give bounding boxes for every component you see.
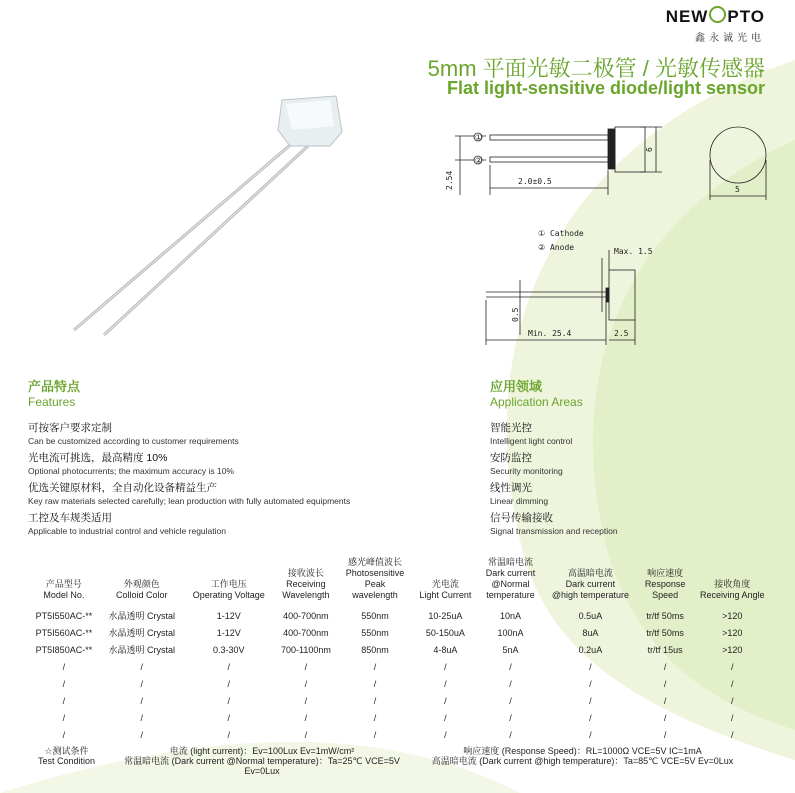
test-condition-line: 常温暗电流 (Dark current @Normal temperature)：Ta=25℃ VCE=5V xyxy=(124,756,400,766)
column-header-line: Response xyxy=(644,579,686,589)
table-row xyxy=(28,726,773,743)
table-cell: / xyxy=(62,729,66,740)
table-cell: / xyxy=(444,661,447,672)
column-header-line: Operating Voltage xyxy=(192,590,265,600)
table-row xyxy=(28,624,773,641)
table-cell: 700-1100nm xyxy=(280,644,331,655)
column-header xyxy=(100,557,184,607)
table-cell: / xyxy=(373,729,377,740)
table-cell: / xyxy=(227,712,231,723)
column-header xyxy=(28,557,100,607)
features-list xyxy=(28,422,350,542)
table-cell: / xyxy=(373,712,377,723)
page-title-cn: 5mm 平面光敏二极管 / 光敏传感器 xyxy=(427,56,765,81)
table-cell: / xyxy=(444,678,447,689)
table-row xyxy=(28,709,773,726)
table-cell: / xyxy=(444,729,447,740)
table-cell: 850nm xyxy=(361,644,389,655)
table-cell: >120 xyxy=(722,627,743,638)
column-header-line: Photosensitive xyxy=(345,568,405,578)
table-cell: / xyxy=(731,695,734,706)
body-length-label: 2.5 xyxy=(614,329,629,338)
column-header-line: Light Current xyxy=(419,590,472,600)
logo-text-left: NEW xyxy=(665,7,709,26)
application-en: Linear dimming xyxy=(490,496,549,506)
table-cell: / xyxy=(509,729,512,740)
table-cell: / xyxy=(731,678,734,689)
table-cell: / xyxy=(509,695,512,706)
table-cell: / xyxy=(589,678,592,689)
column-header-line: 接收角度 xyxy=(714,579,751,589)
column-header-line: 产品型号 xyxy=(45,579,82,589)
column-header xyxy=(542,557,638,607)
column-header xyxy=(412,557,479,607)
feature-cn: 可按客户要求定制 xyxy=(28,422,112,434)
table-row xyxy=(28,692,773,709)
table-cell: / xyxy=(589,661,592,672)
table-cell: / xyxy=(140,661,143,672)
column-header-line: @Normal xyxy=(491,579,530,589)
page-title-en: Flat light-sensitive diode/light sensor xyxy=(446,78,765,98)
table-cell: / xyxy=(304,678,308,689)
table-cell: / xyxy=(589,729,592,740)
test-condition-right xyxy=(420,746,745,766)
table-cell: 5nA xyxy=(502,644,519,655)
max-label: Max. 1.5 xyxy=(614,247,653,256)
table-cell: / xyxy=(663,729,667,740)
table-cell: tr/tf 50ms xyxy=(646,610,684,621)
application-en: Intelligent light control xyxy=(490,436,573,446)
pin2-label: ② xyxy=(475,156,483,165)
table-cell: 550nm xyxy=(361,627,389,638)
feature-en: Key raw materials selected carefully; lean production with fully automated equipments xyxy=(28,496,351,506)
table-cell: / xyxy=(304,661,308,672)
column-header-line: @high temperature xyxy=(551,590,630,600)
table-cell: 400-700nm xyxy=(283,627,329,638)
table-body xyxy=(28,607,773,743)
column-header-line: Receiving Angle xyxy=(699,590,765,600)
test-condition-cn: ☆测试条件 xyxy=(44,746,89,756)
table-cell: 0.2uA xyxy=(578,644,603,655)
column-header xyxy=(274,557,338,607)
test-condition-en: Test Condition xyxy=(38,756,96,766)
table-cell: / xyxy=(663,661,667,672)
application-cn: 智能光控 xyxy=(490,422,532,434)
table-cell: / xyxy=(62,678,66,689)
table-cell: PT5I850AC-** xyxy=(35,644,93,655)
test-condition-line: 电流 (light current)：Ev=100Lux Ev=1mW/cm² xyxy=(169,746,355,756)
table-cell: 水晶透明 Crystal xyxy=(108,645,175,655)
table-cell: / xyxy=(227,695,231,706)
application-en: Signal transmission and reception xyxy=(490,526,618,536)
column-header xyxy=(692,557,773,607)
table-cell: 0.5uA xyxy=(578,610,603,621)
column-header-line: 高温暗电流 xyxy=(567,568,613,578)
column-header-line: Model No. xyxy=(43,590,85,600)
table-cell: / xyxy=(227,678,231,689)
table-cell: >120 xyxy=(722,610,743,621)
table-cell: / xyxy=(444,695,447,706)
table-cell: 1-12V xyxy=(216,610,241,621)
table-cell: / xyxy=(140,678,143,689)
applications-heading-en: Application Areas xyxy=(490,395,583,409)
application-en: Security monitoring xyxy=(490,466,563,476)
table-cell: / xyxy=(731,712,734,723)
table-cell: / xyxy=(589,695,592,706)
table-cell: 4-8uA xyxy=(433,644,458,655)
table-cell: 100nA xyxy=(497,627,524,638)
column-header-line: Colloid Color xyxy=(115,590,168,600)
test-condition-label xyxy=(38,746,95,766)
table-row xyxy=(28,658,773,675)
column-header-line: 响应速度 xyxy=(647,568,684,578)
table-cell: / xyxy=(62,712,66,723)
table-cell: / xyxy=(304,712,308,723)
application-cn: 信号传输接收 xyxy=(490,512,553,524)
table-cell: / xyxy=(140,712,143,723)
table-cell: 水晶透明 Crystal xyxy=(108,628,175,638)
table-cell: / xyxy=(304,695,308,706)
table-cell: / xyxy=(663,712,667,723)
column-header xyxy=(184,557,274,607)
table-cell: 50-150uA xyxy=(425,627,465,638)
table-cell: / xyxy=(304,729,308,740)
feature-cn: 光电流可挑选，最高精度 10% xyxy=(28,452,168,464)
column-header-line: Dark current xyxy=(565,579,616,589)
diameter-label: 5 xyxy=(735,185,740,194)
table-cell: PT5I560AC-** xyxy=(35,627,93,638)
column-header-line: wavelength xyxy=(352,590,398,600)
table-cell: 10nA xyxy=(499,610,521,621)
application-cn: 线性调光 xyxy=(490,482,532,494)
column-header-line: 光电流 xyxy=(431,579,459,589)
column-header-line: 接收波长 xyxy=(287,568,324,578)
table-cell: 400-700nm xyxy=(283,610,329,621)
lead-offset-label: 2.54 xyxy=(445,170,454,190)
table-header-row xyxy=(28,557,773,607)
table-cell: 水晶透明 Crystal xyxy=(108,611,175,621)
cathode-legend: ① Cathode xyxy=(538,229,584,238)
brand-chinese-name: 鑫永诚光电 xyxy=(695,33,765,44)
table-cell: / xyxy=(444,712,447,723)
column-header-line: 常温暗电流 xyxy=(487,557,533,567)
table-cell: / xyxy=(373,695,377,706)
table-cell: / xyxy=(140,695,143,706)
table-cell: 10-25uA xyxy=(428,610,463,621)
table-cell: / xyxy=(509,712,512,723)
table-cell: / xyxy=(509,678,512,689)
table-cell: / xyxy=(589,712,592,723)
min-length-label: Min. 25.4 xyxy=(528,329,572,338)
table-cell: 0.3-30V xyxy=(213,644,245,655)
applications-heading-cn: 应用领域 xyxy=(490,379,543,394)
features-heading-cn: 产品特点 xyxy=(28,379,81,394)
anode-legend: ② Anode xyxy=(538,243,575,252)
lead-dia-label: 0.5 xyxy=(511,307,520,322)
column-header-line: Peak xyxy=(364,579,386,589)
applications-list xyxy=(490,422,618,542)
logo-text-right: PTO xyxy=(727,7,765,26)
test-condition-line: Ev=0Lux xyxy=(244,766,280,776)
table-cell: PT5I550AC-** xyxy=(35,610,93,621)
table-cell: >120 xyxy=(722,644,743,655)
column-header-line: Speed xyxy=(652,590,679,600)
column-header-line: Dark current xyxy=(485,568,536,578)
table-cell: / xyxy=(373,678,377,689)
height-label: 6 xyxy=(645,147,654,152)
feature-en: Can be customized according to customer requirements xyxy=(28,436,239,446)
spec-table xyxy=(28,557,773,743)
column-header xyxy=(338,557,412,607)
table-row xyxy=(28,607,773,624)
table-row xyxy=(28,641,773,658)
table-cell: tr/tf 15us xyxy=(647,644,683,655)
pin1-label: ① xyxy=(475,133,483,142)
column-header-line: Wavelength xyxy=(282,590,330,600)
table-cell: 8uA xyxy=(582,627,599,638)
table-cell: / xyxy=(140,729,143,740)
column-header-line: 感光峰值波长 xyxy=(348,557,403,567)
feature-en: Optional photocurrents; the maximum accuracy is 10% xyxy=(28,466,234,476)
feature-en: Applicable to industrial control and vehicle regulation xyxy=(28,526,226,536)
table-cell: / xyxy=(62,661,66,672)
table-cell: / xyxy=(227,661,231,672)
table-cell: 1-12V xyxy=(216,627,241,638)
application-cn: 安防监控 xyxy=(490,452,532,464)
table-cell: / xyxy=(227,729,231,740)
test-condition-line: 响应速度 (Response Speed)：RL=1000Ω VCE=5V IC=1mA xyxy=(463,746,702,756)
table-cell: / xyxy=(731,729,734,740)
column-header-line: temperature xyxy=(486,590,535,600)
table-cell: / xyxy=(663,678,667,689)
pitch-label: 2.0±0.5 xyxy=(518,177,552,186)
table-cell: / xyxy=(731,661,734,672)
feature-cn: 工控及车规类适用 xyxy=(28,512,112,524)
table-cell: / xyxy=(663,695,667,706)
column-header-line: Receiving xyxy=(286,579,326,589)
table-cell: / xyxy=(62,695,66,706)
column-header xyxy=(639,557,692,607)
table-cell: / xyxy=(509,661,512,672)
column-header xyxy=(479,557,543,607)
column-header-line: 工作电压 xyxy=(210,579,247,589)
table-row xyxy=(28,675,773,692)
test-condition-line: 高温暗电流 (Dark current @high temperature)：Ta=85℃ VCE=5V Ev=0Lux xyxy=(431,756,734,766)
table-cell: 550nm xyxy=(361,610,389,621)
table-cell: tr/tf 50ms xyxy=(646,627,684,638)
feature-cn: 优选关键原材料，全自动化设备精益生产 xyxy=(28,482,217,494)
test-condition-left xyxy=(112,746,412,776)
table-cell: / xyxy=(373,661,377,672)
features-heading-en: Features xyxy=(28,395,76,409)
column-header-line: 外观颜色 xyxy=(123,579,160,589)
